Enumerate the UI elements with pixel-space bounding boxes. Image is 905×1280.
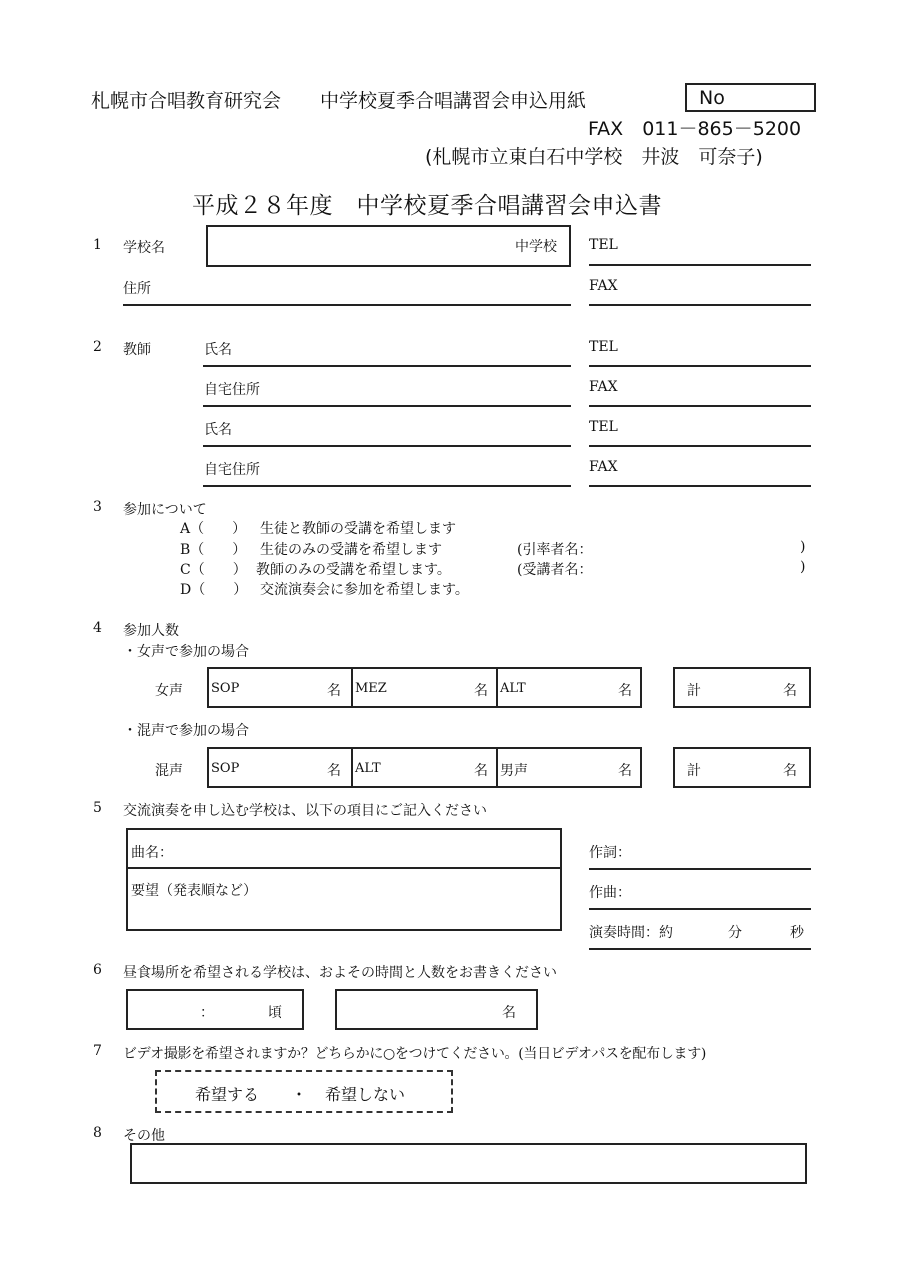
composer-line[interactable] — [589, 908, 811, 910]
lunch-time-field[interactable] — [126, 989, 304, 1030]
mixed-total-unit: 名 — [783, 763, 797, 779]
teacher1-name-label: 氏名 — [204, 342, 232, 358]
school-tel-line[interactable] — [589, 264, 811, 266]
request-label: 要望（発表順など） — [131, 883, 257, 899]
duration-label: 演奏時間：約 — [589, 925, 673, 941]
teacher2-address-label: 自宅住所 — [204, 462, 260, 478]
song-divider — [128, 867, 560, 869]
song-title-field[interactable] — [128, 830, 560, 866]
option-a-checkbox[interactable]: A（ ） — [180, 521, 247, 537]
teacher1-tel-line[interactable] — [589, 365, 811, 367]
teacher2-address-line[interactable] — [203, 485, 571, 487]
song-title-label: 曲名： — [131, 845, 173, 861]
form-number-label: No — [699, 87, 725, 109]
female-total-unit: 名 — [783, 683, 797, 699]
mixed-total-field[interactable] — [673, 747, 811, 788]
section3-number: 3 — [93, 499, 102, 515]
other-field[interactable] — [130, 1143, 807, 1184]
exchange-concert-label: 交流演奏を申し込む学校は、以下の項目にご記入ください — [123, 803, 487, 819]
mixed-alt-input[interactable] — [390, 750, 470, 784]
contact-person: (札幌市立東白石中学校 井波 可奈子) — [425, 146, 763, 168]
mixed-row-label: 混声 — [155, 763, 183, 779]
video-option-no[interactable]: 希望しない — [325, 1085, 406, 1104]
school-address-line[interactable] — [123, 304, 571, 306]
female-sop-unit: 名 — [327, 683, 341, 699]
female-total-label: 計 — [687, 683, 701, 699]
lyricist-line[interactable] — [589, 868, 811, 870]
duration-line[interactable] — [589, 948, 811, 950]
option-b-checkbox[interactable]: B（ ） — [180, 542, 247, 558]
teacher2-tel-line[interactable] — [589, 445, 811, 447]
mixed-divider-2 — [496, 749, 498, 786]
participants-label: 参加人数 — [123, 623, 179, 639]
section2-number: 2 — [93, 339, 102, 355]
mixed-sop-unit: 名 — [327, 763, 341, 779]
form-number-box[interactable] — [685, 83, 816, 112]
video-option-separator: ・ — [291, 1085, 308, 1104]
school-fax-label: FAX — [589, 278, 618, 294]
lunch-time-colon: ： — [200, 1005, 214, 1021]
female-mez-input[interactable] — [390, 670, 470, 704]
school-tel-label: TEL — [589, 237, 618, 253]
teacher1-fax-label: FAX — [589, 379, 618, 395]
attendee-name-label: (受講者名： — [517, 562, 593, 578]
chaperone-name-label: (引率者名： — [517, 542, 593, 558]
teacher2-name-line[interactable] — [203, 445, 571, 447]
school-name-field[interactable] — [206, 225, 571, 267]
organization-name: 札幌市合唱教育研究会 — [91, 90, 282, 112]
female-mez-label: MEZ — [355, 681, 387, 696]
section6-number: 6 — [93, 962, 102, 978]
lunch-count-suffix: 名 — [502, 1005, 516, 1021]
form-name: 中学校夏季合唱講習会申込用紙 — [320, 90, 587, 112]
option-a-text: 生徒と教師の受講を希望します — [260, 521, 456, 537]
mixed-male-input[interactable] — [540, 750, 610, 784]
duration-seconds-label: 秒 — [790, 925, 804, 941]
female-alt-label: ALT — [500, 681, 526, 696]
video-choice-box — [155, 1070, 453, 1113]
mixed-male-unit: 名 — [618, 763, 632, 779]
school-fax-line[interactable] — [589, 304, 811, 306]
female-alt-unit: 名 — [618, 683, 632, 699]
option-b-text: 生徒のみの受講を希望します — [260, 542, 442, 558]
teacher2-tel-label: TEL — [589, 419, 618, 435]
section8-number: 8 — [93, 1125, 102, 1141]
option-c-checkbox[interactable]: C（ ） — [180, 562, 247, 578]
mixed-alt-label: ALT — [355, 761, 381, 776]
teacher2-name-label: 氏名 — [204, 422, 232, 438]
option-d-checkbox[interactable]: D（ ） — [180, 582, 248, 598]
teacher1-tel-label: TEL — [589, 339, 618, 355]
teacher1-fax-line[interactable] — [589, 405, 811, 407]
fax-number: FAX 011－865－5200 — [588, 118, 802, 140]
mixed-total-label: 計 — [687, 763, 701, 779]
lunch-label: 昼食場所を希望される学校は、およその時間と人数をお書きください — [123, 965, 557, 981]
teacher2-fax-label: FAX — [589, 459, 618, 475]
female-row-label: 女声 — [155, 683, 183, 699]
mixed-alt-unit: 名 — [474, 763, 488, 779]
participation-label: 参加について — [123, 502, 207, 518]
school-suffix: 中学校 — [515, 239, 557, 255]
school-address-label: 住所 — [123, 281, 151, 297]
school-name-label: 学校名 — [123, 240, 165, 256]
section4-number: 4 — [93, 620, 102, 636]
option-d-text: 交流演奏会に参加を希望します。 — [260, 582, 469, 598]
option-c-text: 教師のみの受講を希望します。 — [256, 562, 451, 578]
section5-number: 5 — [93, 800, 102, 816]
female-divider-1 — [351, 669, 353, 706]
section1-number: 1 — [93, 237, 102, 253]
teacher2-fax-line[interactable] — [589, 485, 811, 487]
lunch-count-field[interactable] — [335, 989, 538, 1030]
composer-label: 作曲： — [589, 885, 631, 901]
video-option-yes[interactable]: 希望する — [195, 1085, 260, 1104]
teacher1-address-label: 自宅住所 — [204, 382, 260, 398]
female-divider-2 — [496, 669, 498, 706]
female-caption: ・女声で参加の場合 — [123, 644, 249, 660]
lyricist-label: 作詞： — [589, 845, 631, 861]
mixed-caption: ・混声で参加の場合 — [123, 723, 249, 739]
mixed-divider-1 — [351, 749, 353, 786]
lunch-time-suffix: 頃 — [268, 1005, 282, 1021]
teacher-label: 教師 — [123, 342, 151, 358]
video-label: ビデオ撮影を希望されますか？どちらかに○をつけてください。(当日ビデオパスを配布します) — [123, 1046, 707, 1062]
female-alt-input[interactable] — [530, 670, 610, 704]
female-mez-unit: 名 — [474, 683, 488, 699]
female-sop-label: SOP — [211, 681, 240, 696]
other-label: その他 — [123, 1128, 165, 1144]
teacher1-address-line[interactable] — [203, 405, 571, 407]
mixed-sop-label: SOP — [211, 761, 240, 776]
mixed-male-label: 男声 — [500, 763, 528, 779]
female-sop-input[interactable] — [240, 670, 320, 704]
duration-minutes-label: 分 — [728, 925, 742, 941]
page-title: 平成２８年度 中学校夏季合唱講習会申込書 — [192, 193, 662, 219]
attendee-close-paren: ) — [800, 559, 806, 575]
mixed-sop-input[interactable] — [240, 750, 320, 784]
chaperone-close-paren: ) — [800, 539, 806, 555]
section7-number: 7 — [93, 1043, 102, 1059]
female-total-field[interactable] — [673, 667, 811, 708]
teacher1-name-line[interactable] — [203, 365, 571, 367]
